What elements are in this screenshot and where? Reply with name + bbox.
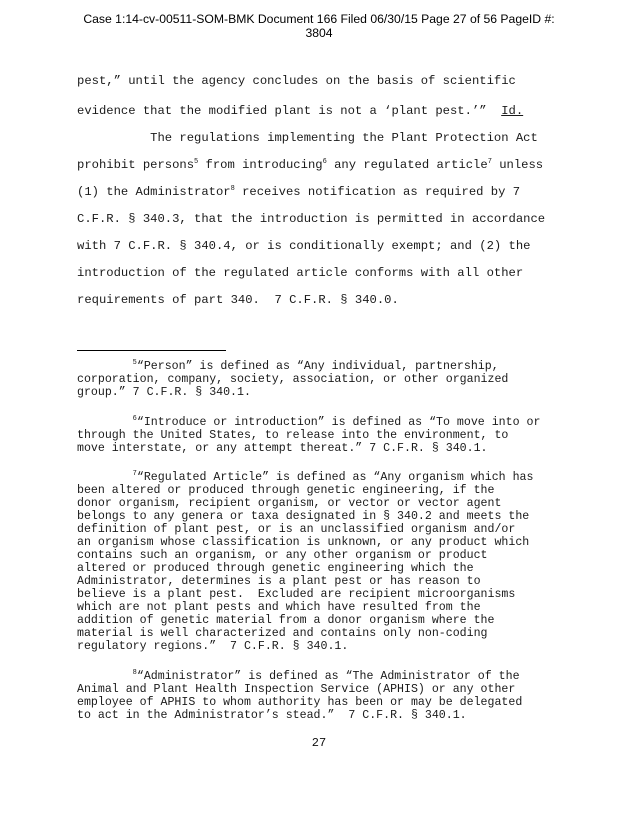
footnote-line — [77, 416, 567, 429]
footnote-line: Administrator, determines is a plant pest or has reason to — [77, 575, 481, 588]
footnote-line — [77, 471, 567, 484]
footnote-line: addition of genetic material from a donor organism where the — [77, 614, 495, 627]
body-line — [77, 266, 523, 280]
footnote-line: definition of plant pest, or is an unclassified organism and/or — [77, 523, 516, 536]
footnote-ref-6[interactable]: 6 — [322, 157, 327, 166]
footnote-8 — [77, 670, 567, 722]
body-text: introduction of the regulated article conforms with all other — [77, 266, 524, 280]
body-line — [77, 104, 523, 118]
case-header-line-1: Case 1:14-cv-00511-SOM-BMK Document 166 Filed 06/30/15 Page 27 of 56 PageID #: — [83, 12, 555, 26]
footnote-ref-7[interactable]: 7 — [487, 157, 492, 166]
body-line — [77, 293, 399, 307]
case-header-line-2: 3804 — [305, 26, 333, 40]
footnote-line: altered or produced through genetic engineering which the — [77, 562, 474, 575]
body-text: any regulated article — [326, 158, 488, 172]
body-line — [77, 185, 520, 199]
footnote-text: “Administrator” is defined as “The Administrator of the — [136, 670, 520, 683]
footnote-separator — [77, 350, 226, 351]
body-text: with 7 C.F.R. § 340.4, or is conditionally exempt; and (2) the — [77, 239, 531, 253]
footnote-line — [77, 360, 567, 373]
body-line — [77, 74, 516, 88]
footnote-line: corporation, company, society, association, or other organized — [77, 373, 509, 386]
footnote-text: “Introduce or introduction” is defined as “To move into or — [136, 416, 541, 429]
footnote-line: group.” 7 C.F.R. § 340.1. — [77, 386, 251, 399]
footnote-line: donor organism, recipient organism, or vector or vector agent — [77, 497, 502, 510]
page-number: 27 — [311, 736, 327, 750]
footnote-line: which are not plant pests and which have resulted from the — [77, 601, 481, 614]
body-line — [77, 212, 545, 226]
footnote-line: move interstate, or any attempt thereat.” 7 C.F.R. § 340.1. — [77, 442, 488, 455]
footnote-ref-8[interactable]: 8 — [230, 184, 235, 193]
body-text: C.F.R. § 340.3, that the introduction is permitted in accordance — [77, 212, 546, 226]
footnote-text: “Regulated Article” is defined as “Any organism which has — [136, 471, 534, 484]
footnote-line: belongs to any genera or taxa designated in § 340.2 and meets the — [77, 510, 530, 523]
footnote-line: been altered or produced through genetic engineering, if the — [77, 484, 495, 497]
body-line — [77, 158, 543, 172]
body-text: prohibit persons — [77, 158, 195, 172]
body-text: pest,” until the agency concludes on the basis of scientific — [77, 74, 516, 88]
footnote-line: regulatory regions.” 7 C.F.R. § 340.1. — [77, 640, 349, 653]
footnote-ref-5[interactable]: 5 — [194, 157, 199, 166]
footnote-number: 8 — [132, 669, 137, 678]
footnote-number: 7 — [132, 470, 137, 479]
citation-id: Id. — [501, 104, 524, 118]
body-text: (1) the Administrator — [77, 185, 231, 199]
body-text: evidence that the modified plant is not a ‘plant pest.’” — [77, 104, 502, 118]
footnote-line: employee of APHIS to whom authority has been or may be delegated — [77, 696, 523, 709]
footnote-7 — [77, 471, 567, 653]
footnote-line: through the United States, to release into the environment, to — [77, 429, 509, 442]
footnote-line: Animal and Plant Health Inspection Service (APHIS) or any other — [77, 683, 516, 696]
footnote-line: believe is a plant pest. Excluded are recipient microorganisms — [77, 588, 516, 601]
case-header — [0, 12, 638, 40]
footnote-line: material is well characterized and contains only non-coding — [77, 627, 488, 640]
footnote-text: “Person” is defined as “Any individual, partnership, — [136, 360, 499, 373]
body-text: requirements of part 340. 7 C.F.R. § 340.0. — [77, 293, 399, 307]
body-text: from introducing — [198, 158, 323, 172]
footnote-line: an organism whose classification is unknown, or any product which — [77, 536, 530, 549]
footnote-line: contains such an organism, or any other organism or product — [77, 549, 488, 562]
footnote-number: 6 — [132, 415, 137, 424]
body-line — [77, 239, 530, 253]
body-line — [77, 131, 538, 145]
footnote-line — [77, 670, 567, 683]
body-text: receives notification as required by 7 — [234, 185, 521, 199]
footnote-5 — [77, 360, 567, 399]
body-text: unless — [491, 158, 544, 172]
footnote-number: 5 — [132, 359, 137, 368]
body-text: The regulations implementing the Plant Protection Act — [77, 131, 538, 145]
footnote-line: to act in the Administrator’s stead.” 7 C.F.R. § 340.1. — [77, 709, 467, 722]
footnote-6 — [77, 416, 567, 455]
